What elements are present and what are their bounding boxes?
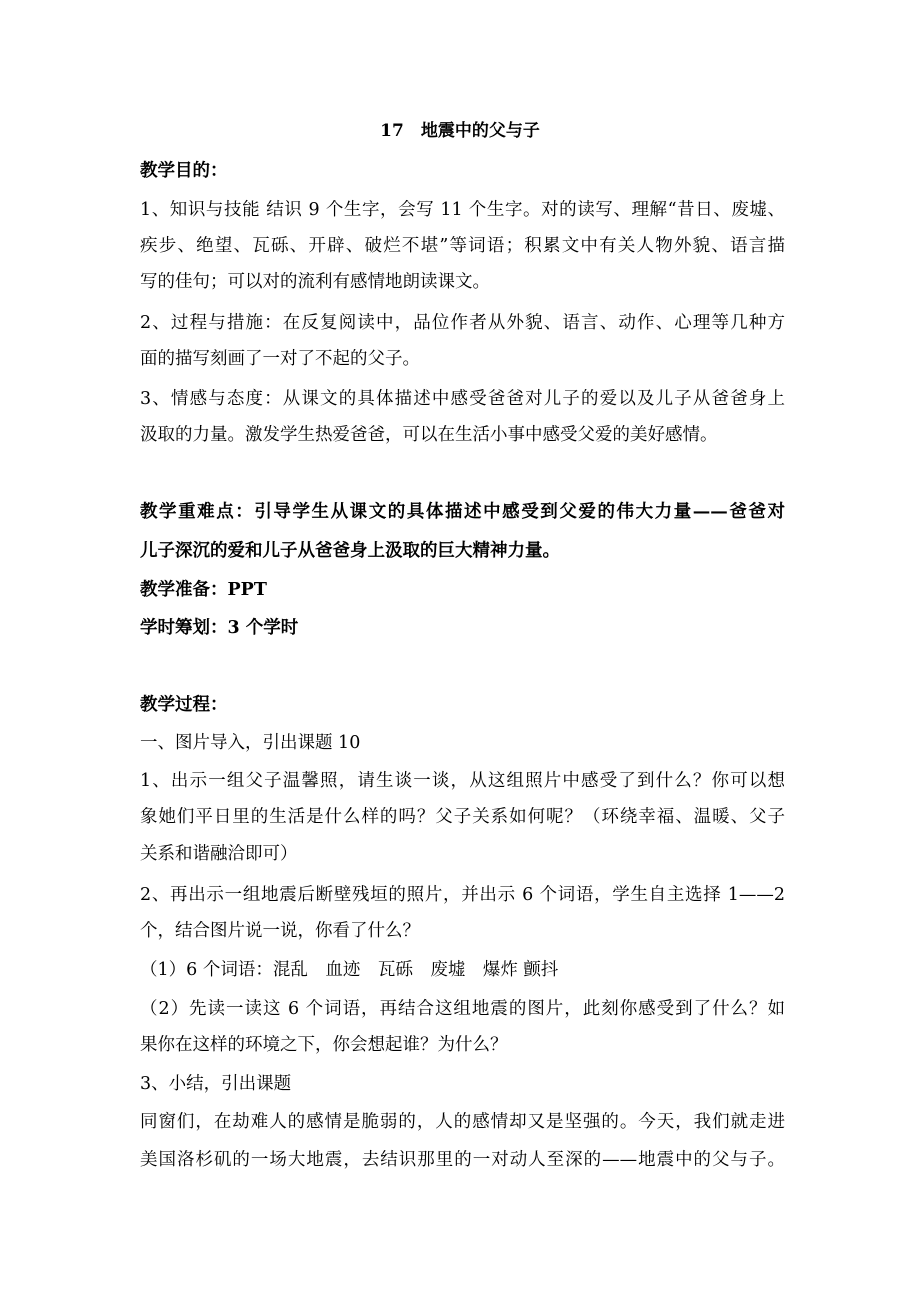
- objective-line: 面的描写刻画了一对了不起的父子。: [140, 349, 420, 369]
- objectives-heading: 教学目的：: [140, 161, 228, 181]
- objective-line: 1、知识与技能 结识 9 个生字，会写 11 个生字。对的读写、理解“昔日、废墟、: [140, 200, 785, 220]
- process-heading: 教学过程：: [140, 695, 228, 715]
- process-line: 3、小结，引出课题: [140, 1074, 292, 1094]
- process-line: 美国洛杉矶的一场大地震，去结识那里的一对动人至深的——地震中的父与子。: [140, 1150, 785, 1170]
- process-line: （2）先读一读这 6 个词语，再结合这组地震的图片，此刻你感受到了什么？如: [140, 999, 785, 1019]
- process-line: 象她们平日里的生活是什么样的吗？父子关系如何呢？（环绕幸福、温暖、父子: [140, 807, 785, 827]
- objective-line: 2、过程与措施：在反复阅读中，品位作者从外貌、语言、动作、心理等几种方: [140, 313, 785, 333]
- process-line: 个，结合图片说一说，你看了什么？: [140, 921, 420, 941]
- process-line: 一、图片导入，引出课题 10: [140, 733, 361, 753]
- process-line: 关系和谐融洽即可）: [140, 844, 298, 864]
- objective-line: 汲取的力量。激发学生热爱爸爸，可以在生活小事中感受父爱的美好感情。: [140, 425, 718, 445]
- process-line: 同窗们，在劫难人的感情是脆弱的，人的感情却又是坚强的。今天，我们就走进: [140, 1112, 785, 1132]
- process-line: 果你在这样的环境之下，你会想起谁？为什么？: [140, 1035, 508, 1055]
- process-line: 1、出示一组父子温馨照，请生谈一谈，从这组照片中感受了到什么？你可以想: [140, 771, 785, 791]
- objective-line: 写的佳句；可以对的流利有感情地朗读课文。: [140, 272, 490, 292]
- schedule-line: 学时筹划：3 个学时: [140, 618, 299, 638]
- objective-line: 3、情感与态度：从课文的具体描述中感受爸爸对儿子的爱以及儿子从爸爸身上: [140, 389, 785, 409]
- document-title: 17 地震中的父与子: [380, 121, 540, 141]
- key-points-line: 教学重难点：引导学生从课文的具体描述中感受到父爱的伟大力量——爸爸对: [140, 502, 785, 522]
- process-line: （1）6 个词语：混乱 血迹 瓦砾 废墟 爆炸 颤抖: [140, 960, 559, 980]
- preparation-line: 教学准备：PPT: [140, 580, 267, 600]
- key-points-line: 儿子深沉的爱和儿子从爸爸身上汲取的巨大精神力量。: [140, 541, 560, 561]
- process-line: 2、再出示一组地震后断壁残垣的照片，并出示 6 个词语，学生自主选择 1——2: [140, 885, 785, 905]
- objective-line: 疾步、绝望、瓦砾、开辟、破烂不堪”等词语；积累文中有关人物外貌、语言描: [140, 236, 785, 256]
